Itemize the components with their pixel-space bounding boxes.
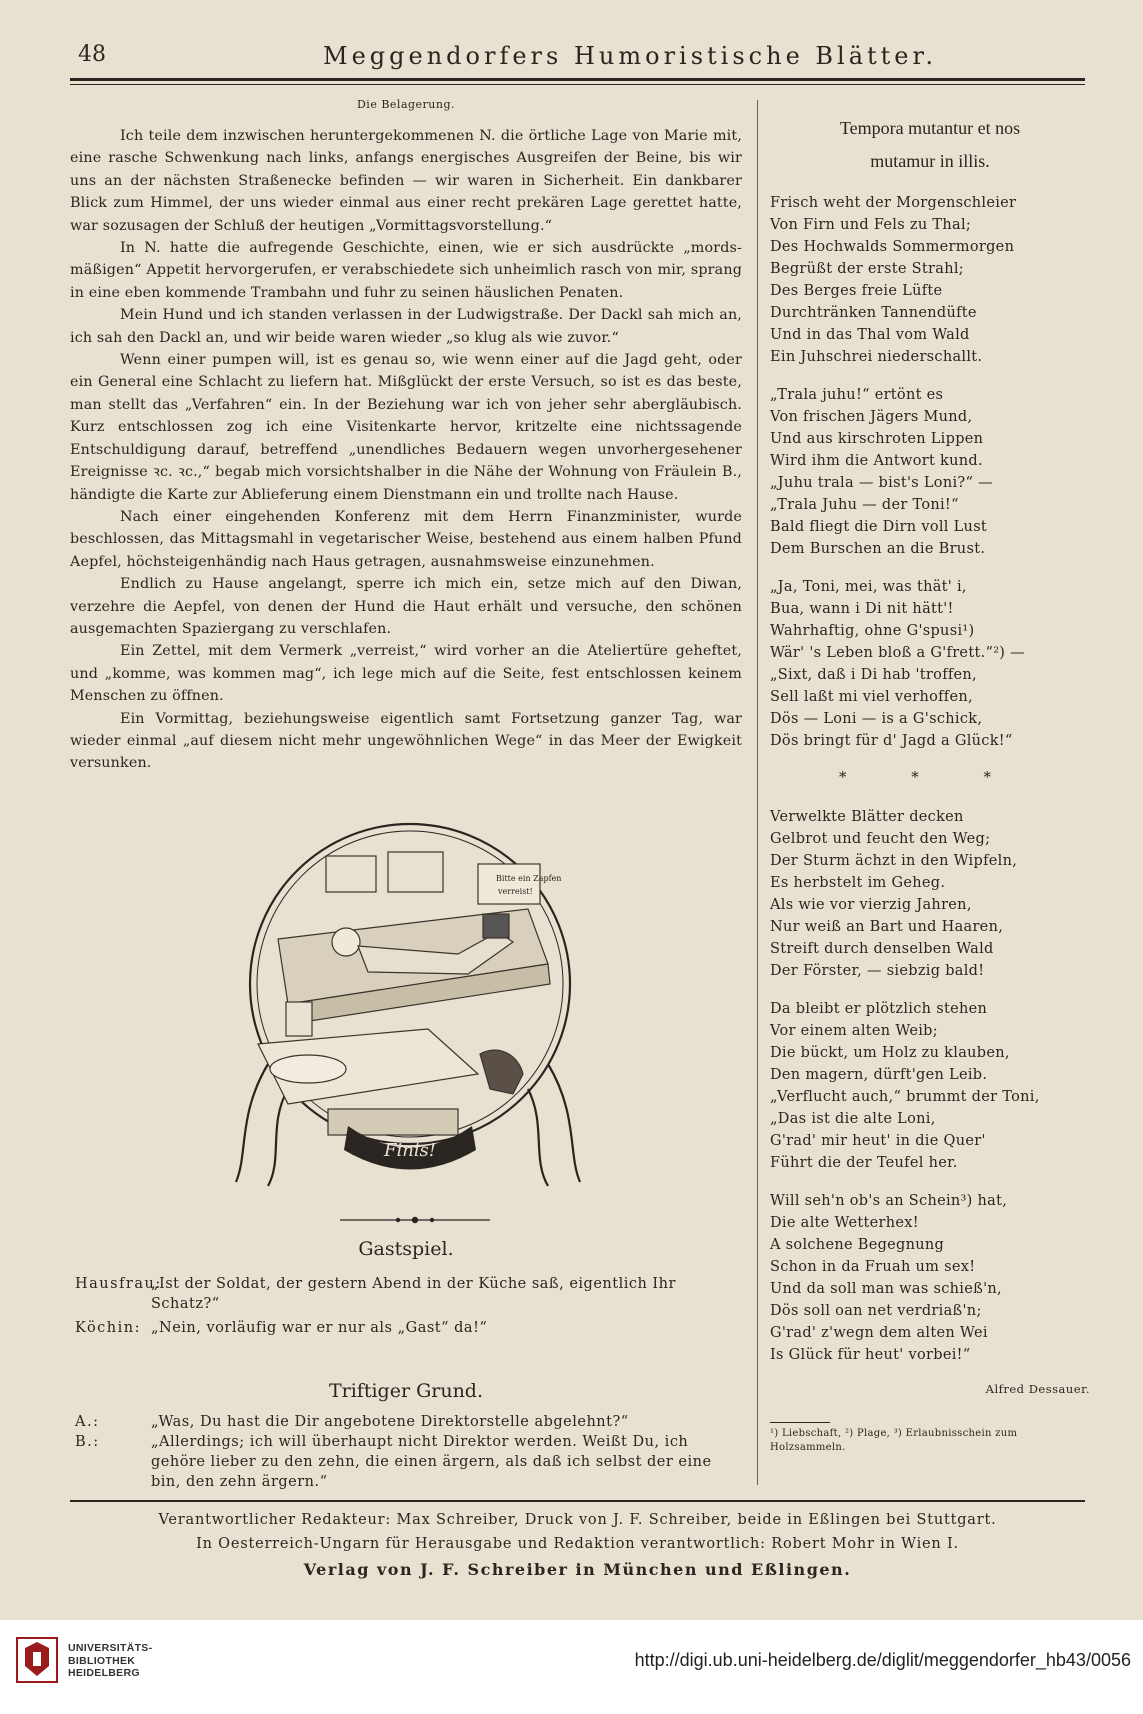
poem-stanza <box>770 576 1090 752</box>
paragraph: Ich teile dem inzwischen heruntergekommenen N. die örtliche Lage von Marie mit, eine rasche Schwenkung nach links, anfangs energisches Ausgreifen der Beine, bis wir uns an der nächsten Straßenecke befinden — wir waren in Sicherheit. Ein dankbarer Blick zum Himmel, der uns wieder einmal aus einer recht prekären Lage gerettet hatte, war sozusagen der Schluß der heutigen „Vormittagsvorstellung.“ <box>70 128 742 234</box>
paragraph: Ein Vormittag, beziehungsweise eigentlich samt Fortsetzung ganzer Tag, war wieder einmal „auf diesem nicht mehr ungewöhnlichen Wege“ in das Meer der Ewigkeit versunken. <box>70 710 742 772</box>
dialogue-line <box>75 1412 745 1432</box>
logo-line: HEIDELBERG <box>68 1667 140 1679</box>
poem-line: Die alte Wetterhex! <box>770 1215 919 1231</box>
poem-line: Es herbstelt im Geheg. <box>770 875 946 891</box>
poem-line: Den magern, dürft'gen Leib. <box>770 1067 988 1083</box>
poem-title <box>770 112 1090 178</box>
logo-line: UNIVERSITÄTS- <box>68 1642 153 1654</box>
dialogue-line <box>75 1318 745 1338</box>
poem-line: Bald fliegt die Dirn voll Lust <box>770 519 988 535</box>
poem-line: Wär' 's Leben bloß a G'frett.“²) — <box>770 645 1025 661</box>
poem-author: Alfred Dessauer. <box>985 1382 1090 1396</box>
poem-line: Frisch weht der Morgenschleier <box>770 195 1017 211</box>
finis-banner: Finis! <box>383 1140 437 1161</box>
line-text: „Was, Du hast die Dir angebotene Direktorstelle abgelehnt?“ <box>151 1414 629 1430</box>
poem-line: Von Firn und Fels zu Thal; <box>770 217 972 233</box>
poem-line: „Sixt, daß i Di hab 'troffen, <box>770 667 977 683</box>
poem-line: „Juhu trala — bist's Loni?“ — <box>770 475 993 491</box>
finis-illustration <box>228 814 588 1192</box>
poem-line: Verwelkte Blätter decken <box>770 809 964 825</box>
page-number: 48 <box>78 42 106 67</box>
header-rule <box>70 78 1085 81</box>
footnote: ¹) Liebschaft, ²) Plage, ³) Erlaubnisschein zum Holzsammeln. <box>770 1428 1018 1453</box>
poem-title-line: Tempora mutantur et nos <box>839 118 1021 138</box>
poem-line: Vor einem alten Weib; <box>770 1023 938 1039</box>
paragraph: Ein Zettel, mit dem Vermerk „verreist,“ wird vorher an die Ateliertüre geheftet, und „komme, was kommen mag“, ich lege mich auf die Seite, fest entschlossen keinem Menschen zu öffnen. <box>70 643 742 705</box>
triftiger-title: Triftiger Grund. <box>328 1380 484 1402</box>
university-seal-icon <box>15 1636 59 1684</box>
poem-line: Da bleibt er plötzlich stehen <box>770 1001 988 1017</box>
poem-stanza <box>770 806 1090 982</box>
poem-stanza <box>770 384 1090 560</box>
gastspiel-dialogue <box>75 1274 745 1338</box>
paragraph: Mein Hund und ich standen verlassen in der Ludwigstraße. Der Dackl sah mich an, ich sah den Dackl an, und wir beide waren wieder „so klug als wie zuvor.“ <box>70 307 742 346</box>
speaker: Hausfrau: <box>75 1276 162 1292</box>
poem-line: Und da soll man was schieß'n, <box>770 1281 1002 1297</box>
poem-line: „Das ist die alte Loni, <box>770 1111 936 1127</box>
poem-line: Will seh'n ob's an Schein³) hat, <box>770 1193 1008 1209</box>
paragraph: Nach einer eingehenden Konferenz mit dem Herrn Finanzminister, wurde beschlossen, das Mittagsmahl in vegetarischer Weise, bestehend aus einem halben Pfund Aepfel, höchsteigenhändig nach Haus getragen, ausnahmsweise einzunehmen. <box>70 508 742 570</box>
poem-line: Begrüßt der erste Strahl; <box>770 261 964 277</box>
poem-line: Dem Burschen an die Brust. <box>770 541 986 557</box>
poem-line: Von frischen Jägers Mund, <box>770 409 973 425</box>
imprint-publisher: Verlag von J. F. Schreiber in München und Eßlingen. <box>303 1560 852 1579</box>
section-subtitle: Die Belagerung. <box>356 98 456 111</box>
poem-line: Dös bringt für d' Jagd a Glück!“ <box>770 733 1013 749</box>
gastspiel-title: Gastspiel. <box>358 1238 454 1260</box>
poem-line: Und in das Thal vom Wald <box>770 327 970 343</box>
library-footer <box>0 1620 1143 1714</box>
poem-title-line: mutamur in illis. <box>870 151 990 171</box>
paragraph: Endlich zu Hause angelangt, sperre ich mich ein, setze mich auf den Diwan, verzehre die Aepfel, von denen der Hund die Haut erhält und versuche, den schönen ausgemachten Spaziergang zu verschlafen. <box>70 576 742 637</box>
header-rule-thin <box>70 84 1085 85</box>
source-url-link[interactable]: http://digi.ub.uni-heidelberg.de/diglit/meggendorfer_hb43/0056 <box>634 1650 1131 1670</box>
line-text: „Nein, vorläufig war er nur als „Gast“ da!“ <box>151 1320 488 1336</box>
poem-line: Schon in da Fruah um sex! <box>770 1259 976 1275</box>
poem-line: „Trala Juhu — der Toni!“ <box>770 497 959 513</box>
poem-line: Und aus kirschroten Lippen <box>770 431 984 447</box>
poem-line: Des Berges freie Lüfte <box>770 283 943 299</box>
poem-line: Der Förster, — siebzig bald! <box>770 963 985 979</box>
poem-line: „Verflucht auch,“ brummt der Toni, <box>770 1089 1040 1105</box>
poem-line: „Trala juhu!“ ertönt es <box>770 387 944 403</box>
poem-line: Wahrhaftig, ohne G'spusi¹) <box>770 623 975 639</box>
note-text-2: verreist! <box>498 887 533 896</box>
poem-line: Die bückt, um Holz zu klauben, <box>770 1045 1010 1061</box>
poem-line: A solchene Begegnung <box>770 1237 945 1253</box>
imprint-rule <box>70 1500 1085 1502</box>
logo-line: BIBLIOTHEK <box>68 1654 136 1667</box>
speaker: Köchin: <box>75 1320 141 1336</box>
section-ornament <box>340 1214 490 1226</box>
dialogue-line <box>75 1274 745 1314</box>
poem-line: Bua, wann i Di nit hätt'! <box>770 601 954 617</box>
poem-line: Dös soll oan net verdriaß'n; <box>770 1303 982 1319</box>
poem-line: Führt die der Teufel her. <box>770 1155 958 1171</box>
paragraph: In N. hatte die aufregende Geschichte, einen, wie er sich ausdrückte „mords-mäßigen“ Appetit hervorgerufen, er verabschiedete sich unheimlich rasch von mir, sprang in eine eben kommende Trambahn und fuhr zu seinen häuslichen Penaten. <box>70 240 742 301</box>
triftiger-dialogue <box>75 1412 745 1492</box>
section-stars: * * * <box>838 768 1022 786</box>
line-text: „Allerdings; ich will überhaupt nicht Direktor werden. Weißt Du, ich gehöre lieber zu den zehn, die einen ärgern, als daß ich selbst der eine bin, den zehn ärgern.“ <box>151 1434 712 1490</box>
poem-line: Durchtränken Tannendüfte <box>770 305 977 321</box>
poem-line: G'rad' mir heut' in die Quer' <box>770 1133 986 1149</box>
poem-line: Gelbrot und feucht den Weg; <box>770 831 991 847</box>
poem-line: Als wie vor vierzig Jahren, <box>770 897 972 913</box>
column-divider <box>757 100 758 1485</box>
running-head: Meggendorfers Humoristische Blätter. <box>323 42 937 70</box>
poem-stanzas <box>770 192 1090 1366</box>
right-column-poem <box>770 112 1090 1455</box>
poem-line: Des Hochwalds Sommermorgen <box>770 239 1015 255</box>
poem-line: „Ja, Toni, mei, was thät' i, <box>770 579 967 595</box>
note-text-1: Bitte ein Zapfen <box>496 874 562 883</box>
poem-line: Dös — Loni — is a G'schick, <box>770 711 983 727</box>
poem-stanza <box>770 998 1090 1174</box>
poem-line: Is Glück für heut' vorbei!“ <box>770 1347 971 1363</box>
imprint-line: Verantwortlicher Redakteur: Max Schreiber, Druck von J. F. Schreiber, beide in Eßlingen bei Stuttgart. <box>158 1512 997 1528</box>
library-logo-text <box>68 1642 152 1680</box>
poem-line: Ein Juhschrei niederschallt. <box>770 349 983 365</box>
poem-stanza <box>770 192 1090 368</box>
poem-line: Sell laßt mi viel verhoffen, <box>770 689 973 705</box>
line-text: „Ist der Soldat, der gestern Abend in der Küche saß, eigentlich Ihr Schatz?“ <box>151 1276 676 1312</box>
speaker: A.: <box>75 1414 100 1430</box>
dialogue-line <box>75 1432 745 1492</box>
poem-line: Nur weiß an Bart und Haaren, <box>770 919 1004 935</box>
imprint-line: In Oesterreich-Ungarn für Herausgabe und Redaktion verantwortlich: Robert Mohr in Wien I. <box>196 1536 959 1552</box>
poem-line: Streift durch denselben Wald <box>770 941 994 957</box>
left-column <box>70 98 742 775</box>
poem-line: Der Sturm ächzt in den Wipfeln, <box>770 853 1018 869</box>
poem-line: G'rad' z'wegn dem alten Wei <box>770 1325 988 1341</box>
footnote-rule <box>770 1422 830 1423</box>
poem-stanza <box>770 1190 1090 1366</box>
paragraph: Wenn einer pumpen will, ist es genau so, wie wenn einer auf die Jagd geht, oder ein General eine Schlacht zu liefern hat. Mißglückt der erste Versuch, so ist es das beste, man stellt das „Verfahren“ ein. In der Beziehung war ich von jeher sehr abergläubisch. Kurz entschlossen zog ich eine Visitenkarte hervor, kritzelte eine nichtssagende Entschuldigung darauf, betreffend „unendliches Bedauern wegen unvorhergesehener Ereignisse ꝛc. ꝛc.,“ begab mich vorsichtshalber in die Nähe der Wohnung von Fräulein B., händigte die Karte zur Ablieferung einem Dienstmann ein und trollte nach Hause. <box>70 352 742 503</box>
speaker: B.: <box>75 1434 100 1450</box>
poem-line: Wird ihm die Antwort kund. <box>770 453 983 469</box>
